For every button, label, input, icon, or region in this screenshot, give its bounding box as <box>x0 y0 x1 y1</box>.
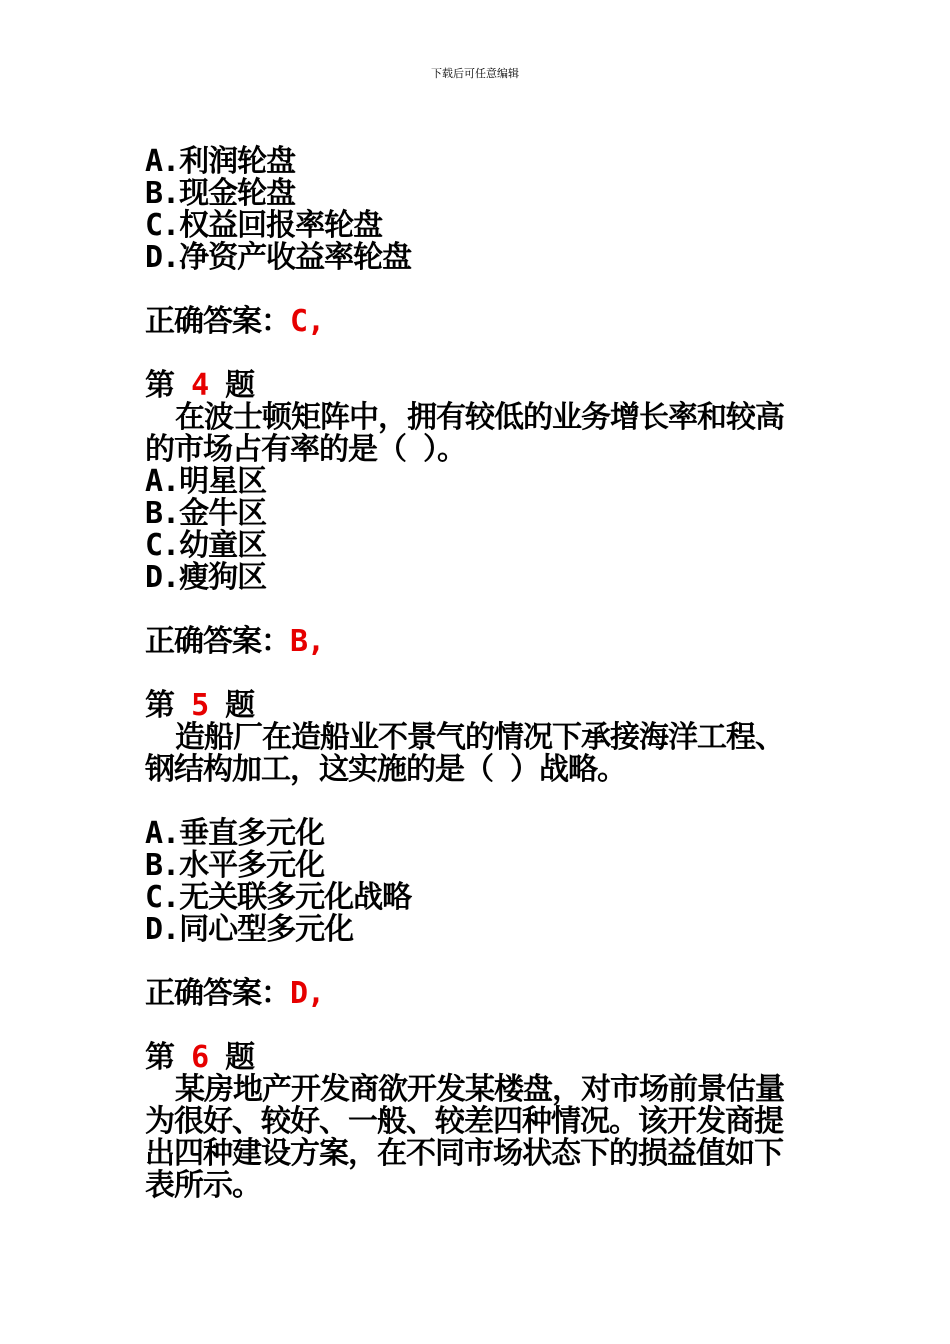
question-number: 4 <box>191 368 209 403</box>
spacer <box>145 658 795 690</box>
question-suffix: 题 <box>208 1040 255 1075</box>
document-body <box>145 146 795 1202</box>
q4-answer <box>145 626 795 658</box>
q3-option-d: D.净资产收益率轮盘 <box>145 240 412 275</box>
question-number: 5 <box>191 688 209 723</box>
answer-label: 正确答案： <box>145 976 290 1011</box>
question-suffix: 题 <box>208 688 255 723</box>
answer-value: B, <box>290 624 325 659</box>
spacer <box>145 338 795 370</box>
answer-label: 正确答案： <box>145 624 290 659</box>
spacer <box>145 946 795 978</box>
spacer <box>145 594 795 626</box>
q5-option-d: D.同心型多元化 <box>145 912 354 947</box>
answer-label: 正确答案： <box>145 304 290 339</box>
question-number: 6 <box>191 1040 209 1075</box>
spacer <box>145 274 795 306</box>
q4-option-a: A.明星区 <box>145 464 267 499</box>
q4-option-b: B.金牛区 <box>145 496 267 531</box>
spacer <box>145 786 795 818</box>
page-header: 下载后可任意编辑 <box>431 67 519 80</box>
spacer <box>145 1010 795 1042</box>
answer-value: C, <box>290 304 325 339</box>
q6-stem: 某房地产开发商欲开发某楼盘，对市场前景估量为很好、较好、一般、较差四种情况。该开发商提出四种建设方案，在不同市场状态下的损益值如下表所示。 <box>145 1072 784 1203</box>
q5-heading <box>145 690 795 722</box>
q4-stem: 在波士顿矩阵中，拥有较低的业务增长率和较高的市场占有率的是（ ）。 <box>145 400 784 467</box>
q6-heading <box>145 1042 795 1074</box>
q5-option-a: A.垂直多元化 <box>145 816 325 851</box>
question-prefix: 第 <box>145 368 192 403</box>
q5-option-b: B.水平多元化 <box>145 848 325 883</box>
q3-option-c: C.权益回报率轮盘 <box>145 208 383 243</box>
q5-answer <box>145 978 795 1010</box>
q4-heading <box>145 370 795 402</box>
q3-option-a: A.利润轮盘 <box>145 144 296 179</box>
q3-answer <box>145 306 795 338</box>
q4-option-c: C.幼童区 <box>145 528 267 563</box>
q4-option-d: D.瘦狗区 <box>145 560 267 595</box>
question-prefix: 第 <box>145 688 192 723</box>
question-prefix: 第 <box>145 1040 192 1075</box>
question-suffix: 题 <box>208 368 255 403</box>
answer-value: D, <box>290 976 325 1011</box>
q3-option-b: B.现金轮盘 <box>145 176 296 211</box>
q5-option-c: C.无关联多元化战略 <box>145 880 412 915</box>
q5-stem: 造船厂在造船业不景气的情况下承接海洋工程、钢结构加工，这实施的是（ ）战略。 <box>145 720 784 787</box>
